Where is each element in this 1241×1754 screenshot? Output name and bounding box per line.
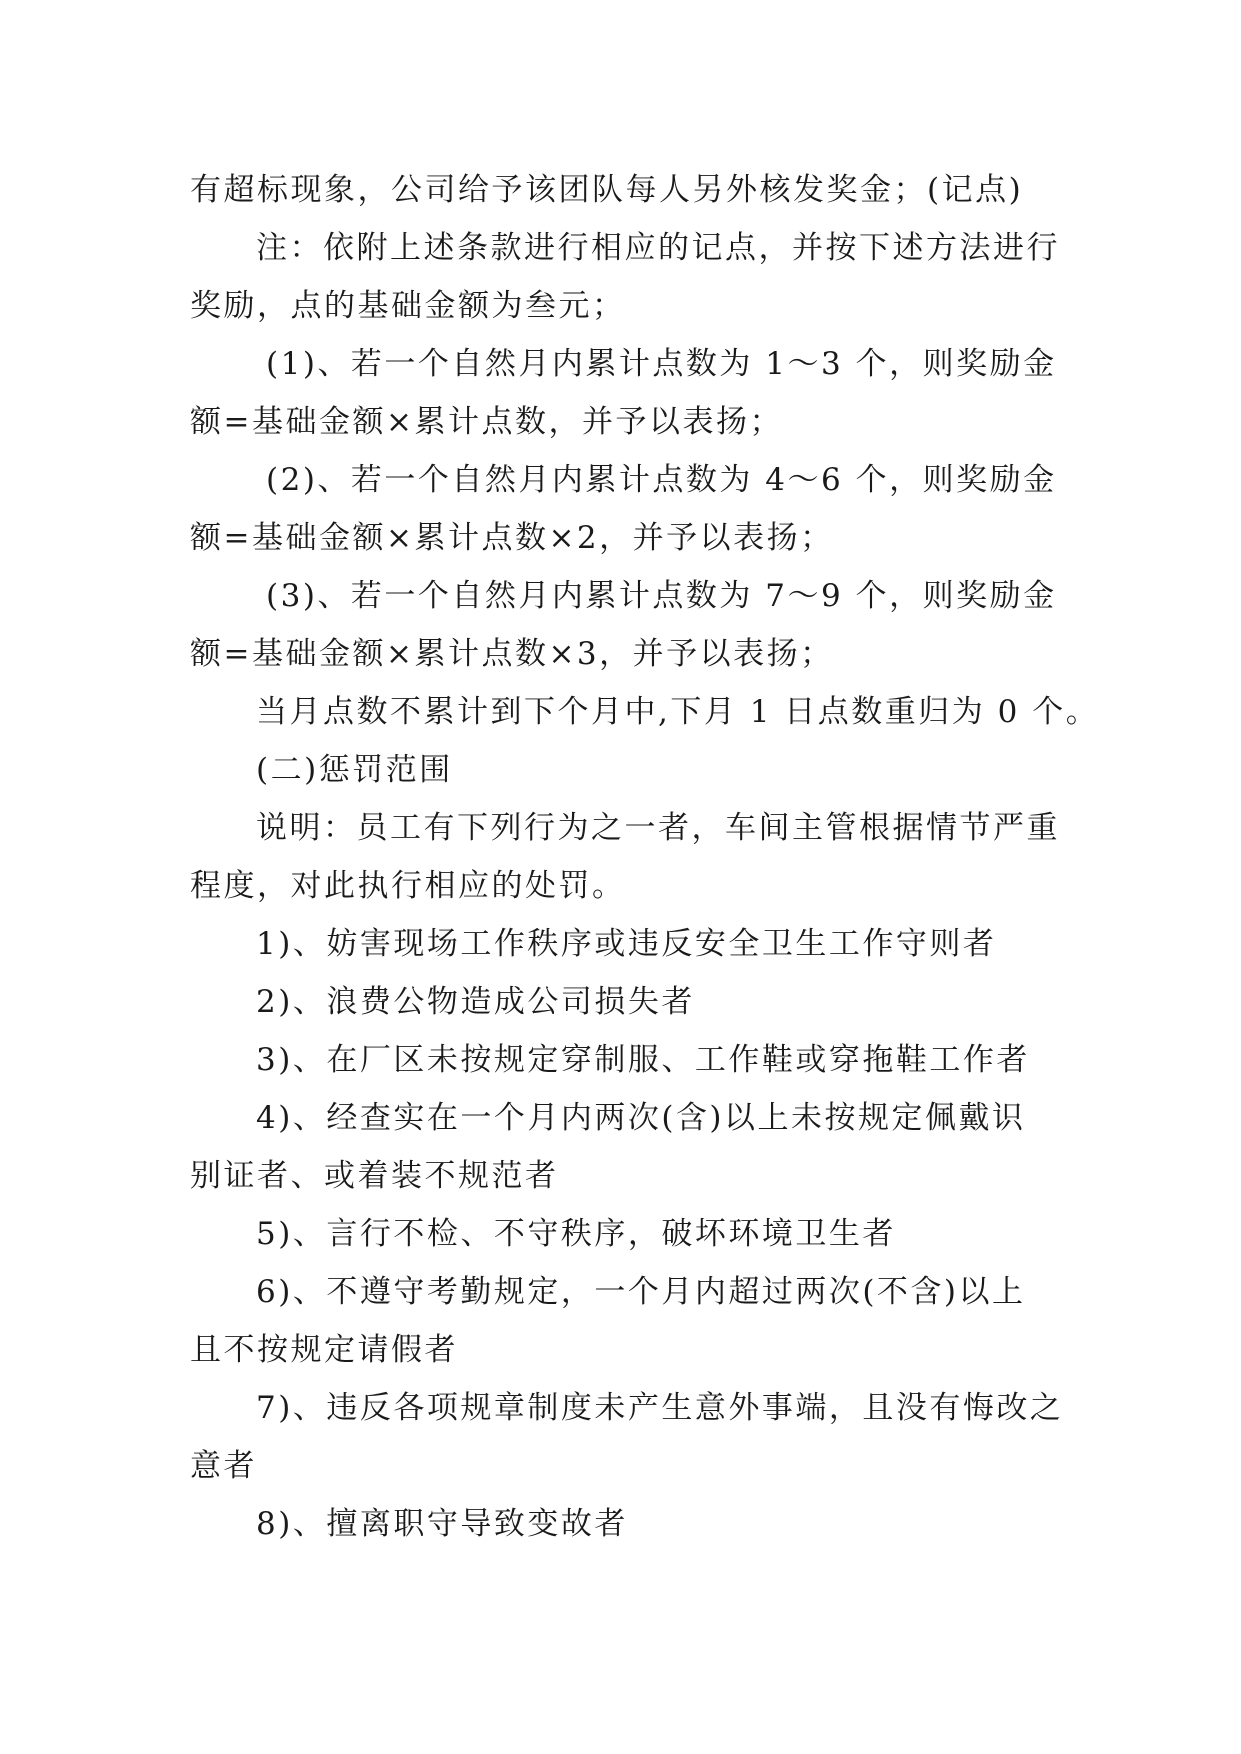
text-line: 额=基础金额×累计点数×3，并予以表扬； <box>190 636 834 672</box>
text-line: 有超标现象，公司给予该团队每人另外核发奖金；(记点) <box>190 172 1024 208</box>
list-item: 5)、言行不检、不守秩序，破坏环境卫生者 <box>256 1216 896 1252</box>
text-line: (3)、若一个自然月内累计点数为 7～9 个，则奖励金 <box>266 578 1057 614</box>
text-line: 说明：员工有下列行为之一者，车间主管根据情节严重 <box>256 810 1060 846</box>
text-line: 奖励，点的基础金额为叁元； <box>190 288 626 324</box>
list-item: 1)、妨害现场工作秩序或违反安全卫生工作守则者 <box>256 926 997 962</box>
text-line: 当月点数不累计到下个月中,下月 1 日点数重归为 0 个。 <box>256 694 1100 730</box>
body-text <box>190 161 1100 1553</box>
list-item: 2)、浪费公物造成公司损失者 <box>256 984 695 1020</box>
list-item: 4)、经查实在一个月内两次(含)以上未按规定佩戴识 <box>256 1100 1026 1136</box>
text-line: 程度，对此执行相应的处罚。 <box>190 868 626 904</box>
list-item: 7)、违反各项规章制度未产生意外事端，且没有悔改之 <box>256 1390 1064 1426</box>
text-line: 额=基础金额×累计点数×2，并予以表扬； <box>190 520 834 556</box>
text-line: (2)、若一个自然月内累计点数为 4～6 个，则奖励金 <box>266 462 1057 498</box>
list-item: 6)、不遵守考勤规定，一个月内超过两次(不含)以上 <box>256 1274 1026 1310</box>
text-line: 注：依附上述条款进行相应的记点，并按下述方法进行 <box>256 230 1060 266</box>
list-item: 8)、擅离职守导致变故者 <box>256 1506 628 1542</box>
text-line: (1)、若一个自然月内累计点数为 1～3 个，则奖励金 <box>266 346 1057 382</box>
text-line: 额=基础金额×累计点数，并予以表扬； <box>190 404 783 440</box>
list-item-continuation: 别证者、或着装不规范者 <box>190 1158 559 1194</box>
section-heading: (二)惩罚范围 <box>256 752 453 788</box>
list-item-continuation: 且不按规定请假者 <box>190 1332 458 1368</box>
list-item: 3)、在厂区未按规定穿制服、工作鞋或穿拖鞋工作者 <box>256 1042 1030 1078</box>
list-item-continuation: 意者 <box>190 1448 257 1484</box>
